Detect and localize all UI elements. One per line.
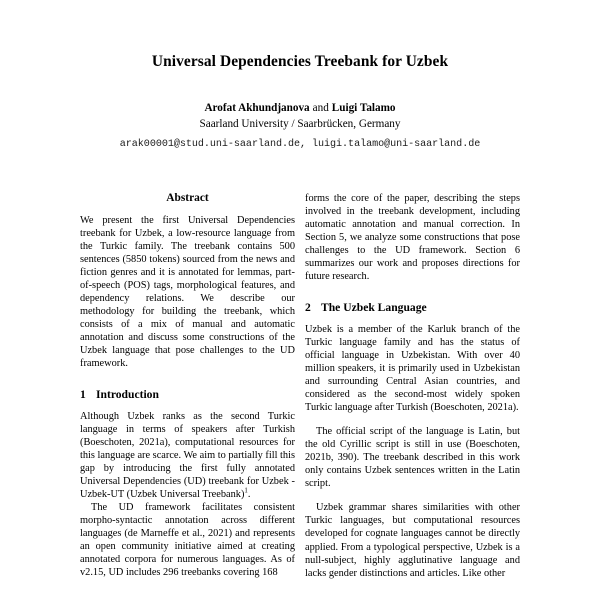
section-title: The Uzbek Language (321, 301, 427, 315)
spacer (80, 370, 295, 388)
footnote-marker[interactable]: 1 (244, 487, 248, 495)
body-columns (80, 192, 520, 600)
intro-paragraph-1-text: Although Uzbek ranks as the second Turkic language in terms of speakers after Turkish (Boeschoten, 2021a), computational resources for this language are scarce. We aim to partially fill this gap by introducing the first fully annotated Universal Dependencies (UD) treebank for Uzbek - Uzbek-UT (Uzbek Universal Treebank) (80, 410, 295, 501)
author-line (80, 101, 520, 116)
spacer (305, 283, 520, 301)
author-name-second: Luigi Talamo (331, 102, 396, 115)
section-heading-uzbek-language (305, 301, 520, 315)
uzbek-language-paragraph-2: The official script of the language is Latin, but the old Cyrillic script is still in use (Boeschoten, 2021b, 390). The treebank described in this work only contains Uzbek sentences written in the Latin script. (305, 426, 520, 490)
intro-paragraph-1-tail: . (247, 489, 251, 501)
section-number: 2 (305, 301, 311, 315)
right-column (305, 192, 520, 600)
uzbek-language-paragraph-3: Uzbek grammar shares similarities with other Turkic languages, but computational resources developed for cognate languages cannot be directly applied. From a typological perspective, Uzbek is a null-subject, highly agglutinative language and lacks gender distinctions and articles. Like other (305, 502, 520, 579)
author-emails: arak00001@stud.uni-saarland.de, luigi.talamo@uni-saarland.de (119, 138, 481, 150)
continued-paragraph: forms the core of the paper, describing the steps involved in the treebank development, including automatic annotation and manual correction. In Section 5, we analyze some constructions that pose challenges to the UD framework. Section 6 summarizes our work and proposes directions for future research. (305, 193, 520, 283)
section-heading-introduction (80, 388, 295, 402)
affiliation: Saarland University / Saarbrücken, Germany (199, 118, 401, 131)
author-name-first: Arofat Akhundjanova (204, 102, 310, 115)
left-column (80, 192, 295, 600)
section-title: Introduction (96, 388, 159, 402)
author-conjunction: and (312, 102, 329, 115)
title-block (80, 0, 520, 151)
author-block (80, 101, 520, 151)
intro-paragraph-1 (80, 410, 295, 501)
intro-paragraph-2: The UD framework facilitates consistent morpho-syntactic annotation across different languages (de Marneffe et al., 2021) and represents an open community initiative aimed at creating annotated corpora for numerous languages. As of v2.15, UD includes 296 treebanks covering 168 (80, 502, 295, 579)
page-title: Universal Dependencies Treebank for Uzbek (151, 53, 449, 70)
uzbek-language-paragraph-1: Uzbek is a member of the Karluk branch of the Turkic language family and has the status of official language in Uzbekistan. With over 40 million speakers, it is primarily used in Uzbekistan and surrounding Central Asian countries, and considered as the second-most widely spoken Turkic language after Turkish (Boeschoten, 2021a). (305, 323, 520, 414)
abstract-heading: Abstract (166, 192, 209, 204)
section-number: 1 (80, 388, 86, 402)
abstract-text: We present the first Universal Dependencies treebank for Uzbek, a low-resource language from the Turkic family. The treebank contains 500 sentences (5850 tokens) sourced from the news and fiction genres and it is annotated for lemmas, part-of-speech (POS) tags, morphological features, and dependency relations. We describe our methodology for building the treebank, which consists of a mix of manual and automatic annotation and discuss some constructions of the Uzbek language that pose challenges to the UD framework. (80, 214, 295, 370)
